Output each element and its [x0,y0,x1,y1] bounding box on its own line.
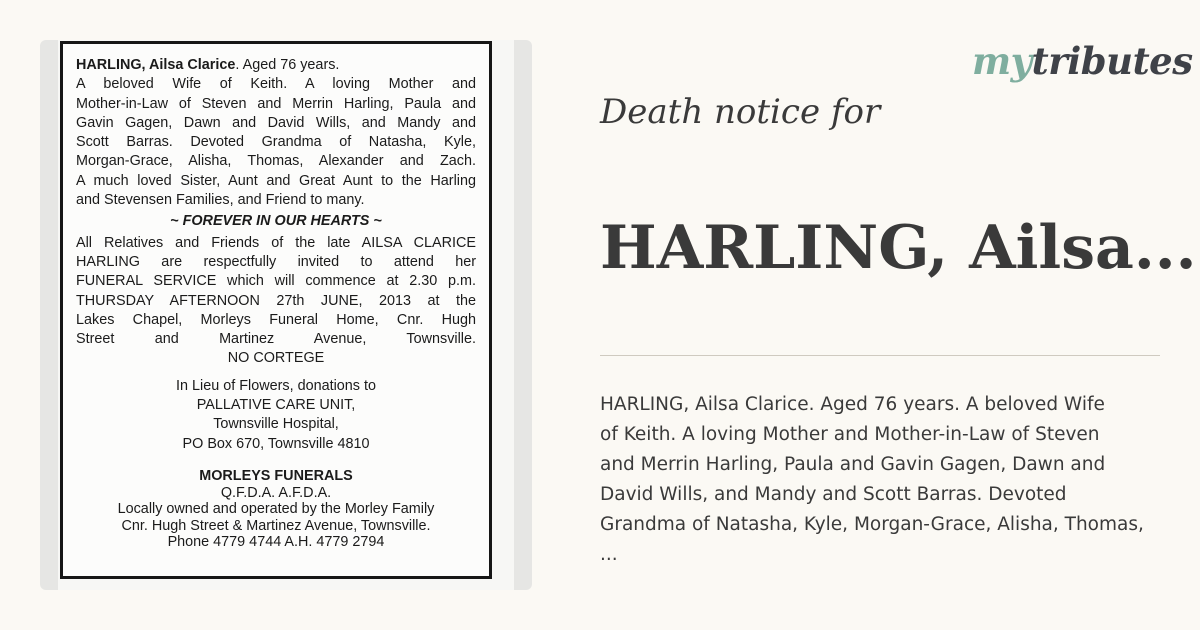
notice-tribute-line: A beloved Wife of Keith. A loving Mother and [76,76,476,93]
section-divider [600,355,1160,356]
funeral-home-accreditation: Q.F.D.A. A.F.D.A. [220,484,332,501]
summary-line: David Wills, and Mandy and Scott Barras. Devoted [600,484,1067,505]
notice-name: HARLING, Ailsa Clarice [76,57,236,73]
notice-tribute-line: and Stevensen Families, and Friend to many. [76,192,365,209]
notice-tribute-line: Gavin Gagen, Dawn and David Wills, and Mandy and [76,114,476,131]
death-notice-intro: Death notice for [600,92,881,132]
summary-line: of Keith. A loving Mother and Mother-in-Law of Steven [600,424,1100,445]
funeral-home-name: MORLEYS FUNERALS [199,467,353,484]
summary-line: HARLING, Ailsa Clarice. Aged 76 years. A beloved Wife [600,394,1105,415]
notice-tribute-line: Morgan-Grace, Alisha, Thomas, Alexander and Zach. [76,153,476,170]
notice-funeral-line: THURSDAY AFTERNOON 27th JUNE, 2013 at the [76,292,476,309]
funeral-home-line: Phone 4779 4744 A.H. 4779 2794 [167,534,385,551]
logo-my: my [972,39,1032,83]
funeral-home-line: Locally owned and operated by the Morley Family [117,501,435,518]
notice-headline [76,56,476,75]
notice-funeral-line: Lakes Chapel, Morleys Funeral Home, Cnr. Hugh [76,311,476,328]
notice-age: . Aged 76 years. [235,57,340,73]
notice-image-panel [40,40,532,590]
notice-donation-line: PALLATIVE CARE UNIT, [196,397,356,414]
notice-tribute-line: Scott Barras. Devoted Grandma of Natasha, Kyle, [76,134,476,151]
notice-funeral-line: All Relatives and Friends of the late AILSA CLARICE [76,234,476,251]
summary-line: Grandma of Natasha, Kyle, Morgan-Grace, Alisha, Thomas, [600,514,1144,535]
summary-line: and Merrin Harling, Paula and Gavin Gagen, Dawn and [600,454,1106,475]
notice-funeral-line: Street and Martinez Avenue, Townsville. [76,331,476,348]
notice-funeral-line: HARLING are respectfully invited to attend her [76,253,476,270]
notice-donation-line: Townsville Hospital, [213,416,339,433]
notice-tribute-line: Mother-in-Law of Steven and Merrin Harling, Paula and [76,95,476,112]
notice-donation-line: In Lieu of Flowers, donations to [176,377,376,394]
notice-tribute-line: A much loved Sister, Aunt and Great Aunt to the Harling [76,172,476,189]
logo-tributes: tributes [1031,39,1193,83]
summary-ellipsis: ... [600,544,618,565]
notice-summary [600,390,1190,570]
notice-forever-line: ~ FOREVER IN OUR HEARTS ~ [170,213,382,230]
notice-donation-line: PO Box 670, Townsville 4810 [182,435,370,452]
newspaper-clipping [58,40,514,590]
mytributes-logo [972,40,1193,83]
funeral-home-line: Cnr. Hugh Street & Martinez Avenue, Townsville. [121,517,431,534]
notice-frame [60,41,492,579]
deceased-name-heading: HARLING, Ailsa... [600,213,1197,283]
notice-funeral-line: FUNERAL SERVICE which will commence at 2.30 p.m. [76,273,476,290]
notice-no-cortege: NO CORTEGE [227,350,325,367]
